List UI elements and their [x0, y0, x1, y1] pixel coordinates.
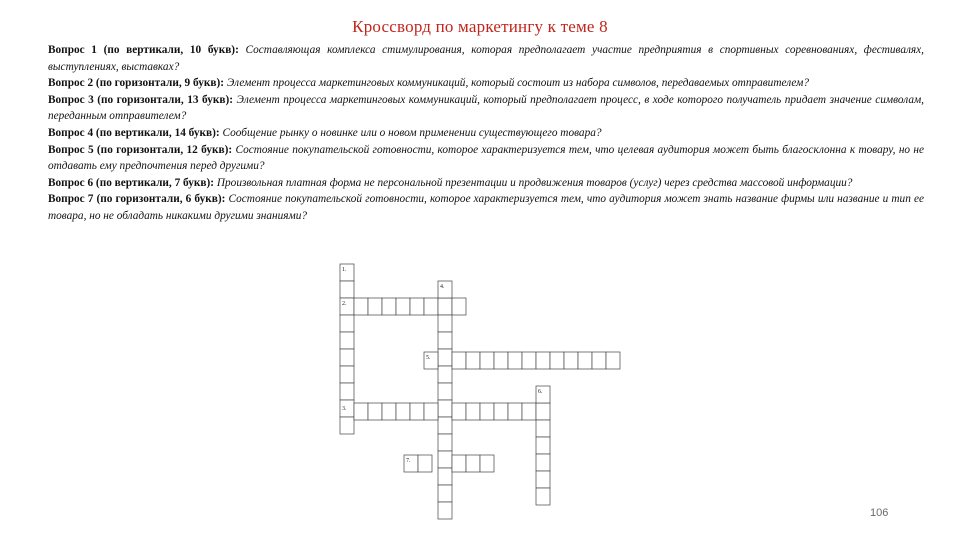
crossword-cell[interactable]	[438, 400, 452, 417]
crossword-cell[interactable]	[438, 502, 452, 519]
crossword-cell[interactable]	[466, 352, 480, 369]
crossword-cell[interactable]	[438, 383, 452, 400]
clue-number-1: 1.	[342, 267, 347, 273]
crossword-cell[interactable]	[340, 315, 354, 332]
crossword-cell[interactable]	[438, 366, 452, 383]
crossword-cell[interactable]	[340, 332, 354, 349]
question-text: Произвольная платная форма не персональной презентации и продвижения товаров (услуг) через средства массовой информации?	[216, 176, 853, 189]
question-label: Вопрос 4 (по вертикали, 14 букв):	[48, 126, 220, 139]
crossword-cell[interactable]	[508, 403, 522, 420]
crossword-cell[interactable]	[466, 403, 480, 420]
question-text: Элемент процесса маркетинговых коммуникаций, который предполагает процесс, в ходе которого получатель придает значение символам, переданным отправителем?	[48, 93, 924, 123]
crossword-cell[interactable]	[354, 403, 368, 420]
question-label: Вопрос 5 (по горизонтали, 12 букв):	[48, 143, 233, 156]
crossword-grid	[330, 262, 630, 532]
crossword-cell[interactable]	[480, 455, 494, 472]
crossword-cell[interactable]	[438, 468, 452, 485]
crossword-cell[interactable]	[508, 352, 522, 369]
crossword-cell[interactable]	[340, 417, 354, 434]
crossword-cell[interactable]	[438, 298, 452, 315]
crossword-cell[interactable]	[536, 454, 550, 471]
crossword-cell[interactable]	[438, 434, 452, 451]
question-text: Состояние покупательской готовности, которое характеризуется тем, что целевая аудитория может быть благосклонна к товару, но не отдавать ему предпочтения перед другими?	[48, 143, 925, 173]
crossword-cell[interactable]	[480, 352, 494, 369]
question-label: Вопрос 1 (по вертикали, 10 букв):	[48, 44, 239, 56]
clue-number-7: 7.	[406, 458, 411, 464]
clue-number-6: 6.	[538, 389, 543, 395]
crossword-cell[interactable]	[340, 349, 354, 366]
clue-number-2: 2.	[342, 301, 347, 307]
crossword-cell[interactable]	[480, 403, 494, 420]
crossword-cell[interactable]	[550, 352, 564, 369]
question-text: Элемент процесса маркетинговых коммуникаций, который состоит из набора символов, передаваемых отправителем?	[226, 77, 810, 90]
crossword-cell[interactable]	[418, 455, 432, 472]
crossword-cell[interactable]	[592, 352, 606, 369]
crossword-cell[interactable]	[494, 403, 508, 420]
page-number: 106	[870, 507, 889, 519]
crossword-cell[interactable]	[452, 455, 466, 472]
question-6	[48, 175, 924, 192]
crossword-cell[interactable]	[396, 403, 410, 420]
crossword-cell[interactable]	[438, 315, 452, 332]
question-label: Вопрос 7 (по горизонтали, 6 букв):	[48, 193, 226, 206]
crossword-cell[interactable]	[466, 455, 480, 472]
question-text: Составляющая комплекса стимулирования, которая предполагает участие предприятия в спортивных соревнованиях, фестивалях, выступлениях, выставках?	[48, 44, 924, 73]
question-label: Вопрос 6 (по вертикали, 7 букв):	[48, 176, 215, 189]
crossword-cell[interactable]	[368, 298, 382, 315]
crossword-cell[interactable]	[606, 352, 620, 369]
crossword-cell[interactable]	[438, 349, 452, 366]
crossword-cell[interactable]	[424, 298, 438, 315]
crossword-cell[interactable]	[382, 298, 396, 315]
crossword-cell[interactable]	[536, 488, 550, 505]
question-label: Вопрос 3 (по горизонтали, 13 букв):	[48, 93, 233, 106]
question-4	[48, 125, 924, 142]
clue-number-3: 3.	[342, 406, 347, 412]
page-title: Кроссворд по маркетингу к теме 8	[352, 17, 608, 36]
crossword-cell[interactable]	[494, 352, 508, 369]
crossword-cell[interactable]	[536, 352, 550, 369]
clue-number-5: 5.	[426, 355, 431, 361]
crossword-cell[interactable]	[410, 403, 424, 420]
questions-list	[48, 42, 924, 225]
crossword-cell[interactable]	[522, 403, 536, 420]
crossword-cell[interactable]	[452, 403, 466, 420]
crossword-cell[interactable]	[438, 485, 452, 502]
crossword-cell[interactable]	[424, 403, 438, 420]
crossword-cell[interactable]	[522, 352, 536, 369]
crossword-cell[interactable]	[438, 417, 452, 434]
crossword-cell[interactable]	[536, 420, 550, 437]
question-text: Сообщение рынку о новинке или о новом применении существующего товара?	[222, 126, 602, 139]
crossword-cell[interactable]	[354, 298, 368, 315]
crossword-cell[interactable]	[578, 352, 592, 369]
crossword-cell[interactable]	[536, 471, 550, 488]
question-label: Вопрос 2 (по горизонтали, 9 букв):	[48, 77, 225, 90]
crossword-cell[interactable]	[340, 366, 354, 383]
crossword-cell[interactable]	[536, 403, 550, 420]
crossword-cell[interactable]	[396, 298, 410, 315]
crossword-cell[interactable]	[438, 451, 452, 468]
clue-number-4: 4.	[440, 284, 445, 290]
crossword-cell[interactable]	[438, 332, 452, 349]
crossword-cell[interactable]	[340, 383, 354, 400]
crossword-cell[interactable]	[340, 281, 354, 298]
crossword-cell[interactable]	[368, 403, 382, 420]
crossword-cell[interactable]	[452, 298, 466, 315]
question-7	[48, 191, 924, 224]
question-2	[48, 75, 924, 92]
crossword-cell[interactable]	[382, 403, 396, 420]
crossword-cell[interactable]	[410, 298, 424, 315]
question-5	[48, 142, 924, 175]
crossword-cell[interactable]	[536, 437, 550, 454]
question-3	[48, 92, 924, 125]
crossword-cell[interactable]	[564, 352, 578, 369]
question-1	[48, 42, 924, 75]
crossword-cell[interactable]	[452, 352, 466, 369]
question-text: Состояние покупательской готовности, которое характеризуется тем, что аудитория может знать название фирмы или название и тип ее товара, но не обладать никакими другими знаниями?	[48, 193, 924, 222]
